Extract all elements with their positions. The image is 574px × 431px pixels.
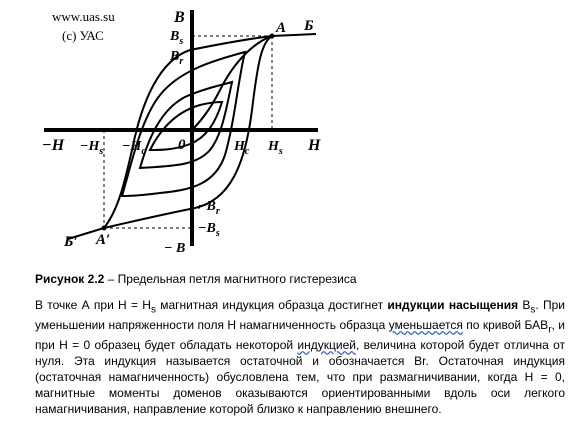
body-paragraph (35, 298, 565, 417)
para-term-saturation: индукции насыщения (387, 298, 519, 312)
para-underlined-1: уменьшается (388, 318, 463, 333)
caption-text: – Предельная петля магнитного гистерезиса (104, 272, 357, 286)
label-minus-br: $-B_r$ (198, 199, 220, 217)
label-minus-h: −H (42, 137, 65, 154)
label-point-b-cyr: Б (304, 18, 314, 34)
label-h: H (308, 137, 321, 154)
para-text-7: , величина которой будет отлична от нуля. Эта индукция называется остаточной и обозначается Br. Остаточная индукция (остаточная намагниченность) обусловлена тем, что при размагничивании, когда H = 0, магнитные моменты доменов оказываются ориентированными вдоль оси легкого намагничивания, направление которой близко к направлению внешнего. (35, 338, 565, 416)
point-a-marker (270, 34, 275, 39)
watermark-copyright: (c) УАС (62, 28, 104, 43)
loop-2 (122, 52, 245, 196)
para-text-6: , и при H = 0 образец будет обладать некоторой (35, 318, 566, 353)
label-minus-b: − B (164, 241, 186, 256)
para-sub-3: r (548, 324, 552, 336)
para-sub-1: s (150, 304, 156, 316)
label-minus-hs: $-H_s$ (80, 139, 104, 157)
label-br: $B_r$ (170, 49, 184, 67)
label-b: B (174, 9, 185, 26)
label-point-a-prime: A′ (96, 232, 111, 248)
caption-number: Рисунок 2.2 (35, 272, 105, 286)
para-text-5: по кривой БАВ (462, 318, 549, 333)
watermark-site: www.uas.su (52, 9, 115, 24)
para-text-3: B (518, 298, 531, 312)
label-minus-hc: $-H_c$ (122, 139, 146, 157)
para-underlined-2: индукцией (297, 338, 356, 353)
label-minus-bs: $-B_s$ (198, 221, 220, 239)
para-sub-2: s (530, 304, 536, 316)
label-point-a: A (276, 20, 287, 36)
label-origin: 0 (178, 137, 186, 153)
para-text-1: В точке А при H = H (35, 298, 151, 312)
point-a-prime-marker (102, 226, 107, 231)
para-text-4: . При уменьшении напряженности поля H намагниченность образца (35, 298, 565, 333)
label-point-b-cyr-prime: Б′ (64, 234, 78, 250)
figure-caption (35, 272, 555, 287)
loop-4 (150, 102, 222, 150)
label-bs: $B_s$ (170, 29, 184, 47)
label-hs: $H_s$ (268, 139, 283, 157)
para-text-2: магнитная индукция образца достигнет (155, 298, 388, 312)
label-hc: $H_c$ (234, 139, 250, 157)
